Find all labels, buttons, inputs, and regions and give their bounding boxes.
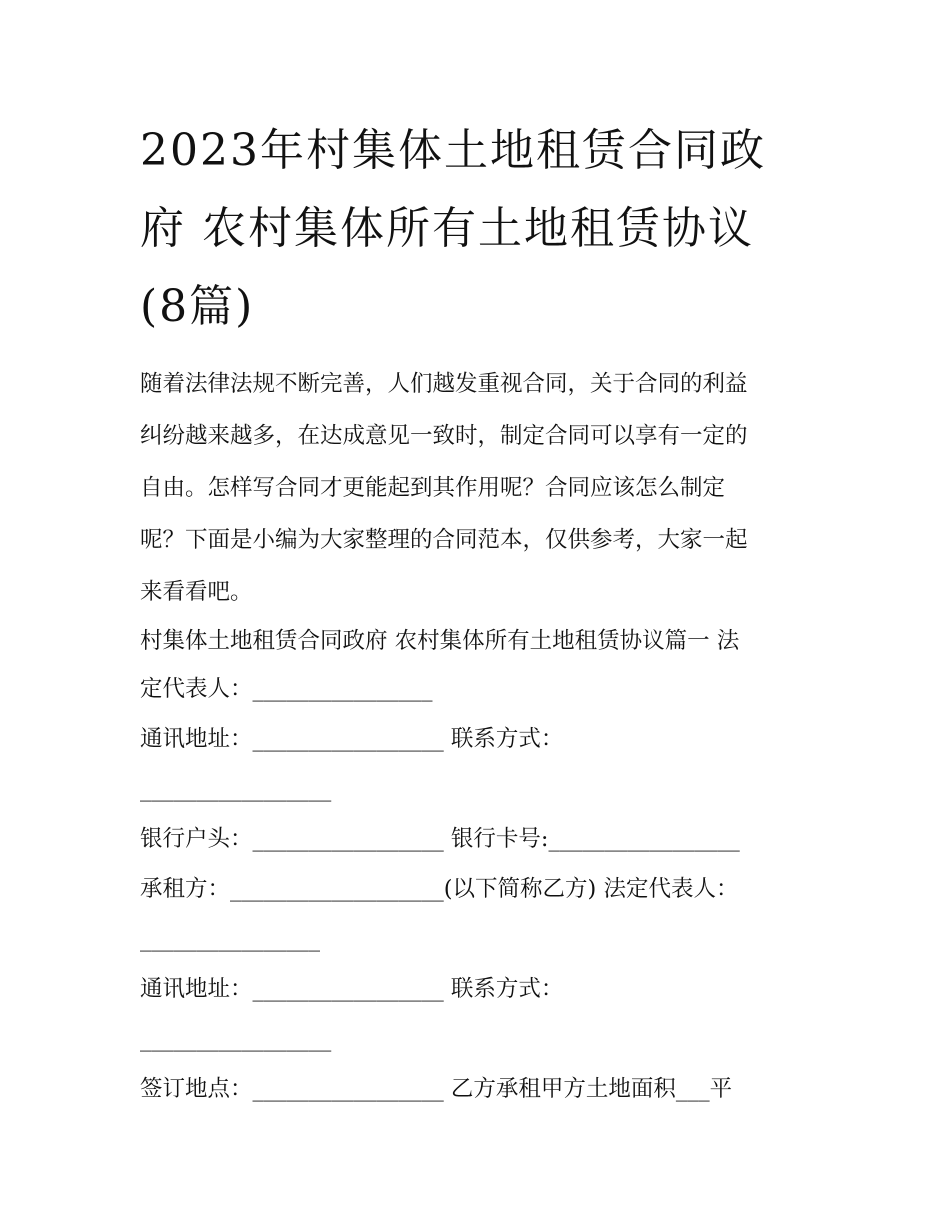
lessee-line: 承租方：___________________(以下简称乙方) 法定代表人： [140,876,739,902]
legal-rep-line: 定代表人：________________ [140,676,433,702]
intro-line-5: 来看看吧。 [140,579,253,605]
lessee-address-contact-line: 通讯地址：_________________ 联系方式： [140,976,564,1002]
lessee-contact-blank-line: _________________ [140,1026,332,1052]
intro-line-1: 随着法律法规不断完善，人们越发重视合同，关于合同的利益 [140,371,748,397]
signing-place-line: 签订地点：_________________ 乙方承租甲方土地面积___平 [140,1076,733,1102]
document-page [140,112,820,1114]
lessee-rep-blank-line: ________________ [140,926,320,952]
intro-line-3: 自由。怎样写合同才更能起到其作用呢？合同应该怎么制定 [140,475,726,501]
intro-paragraph [140,358,820,618]
section-heading-line: 村集体土地租赁合同政府 农村集体所有土地租赁协议篇一 法 [140,628,740,654]
intro-line-2: 纠纷越来越多，在达成意见一致时，制定合同可以享有一定的 [140,423,748,449]
intro-line-4: 呢？下面是小编为大家整理的合同范本，仅供参考，大家一起 [140,527,748,553]
contact-blank-line: _________________ [140,776,332,802]
document-title [140,112,820,346]
title-line-3: (8篇) [140,281,255,332]
contract-body [140,618,820,1114]
title-line-2: 府 农村集体所有土地租赁协议 [140,203,754,254]
title-line-1: 2023年村集体土地租赁合同政 [140,125,766,176]
address-contact-line: 通讯地址：_________________ 联系方式： [140,726,564,752]
bank-info-line: 银行户头：_________________ 银行卡号:_________________ [140,826,740,852]
